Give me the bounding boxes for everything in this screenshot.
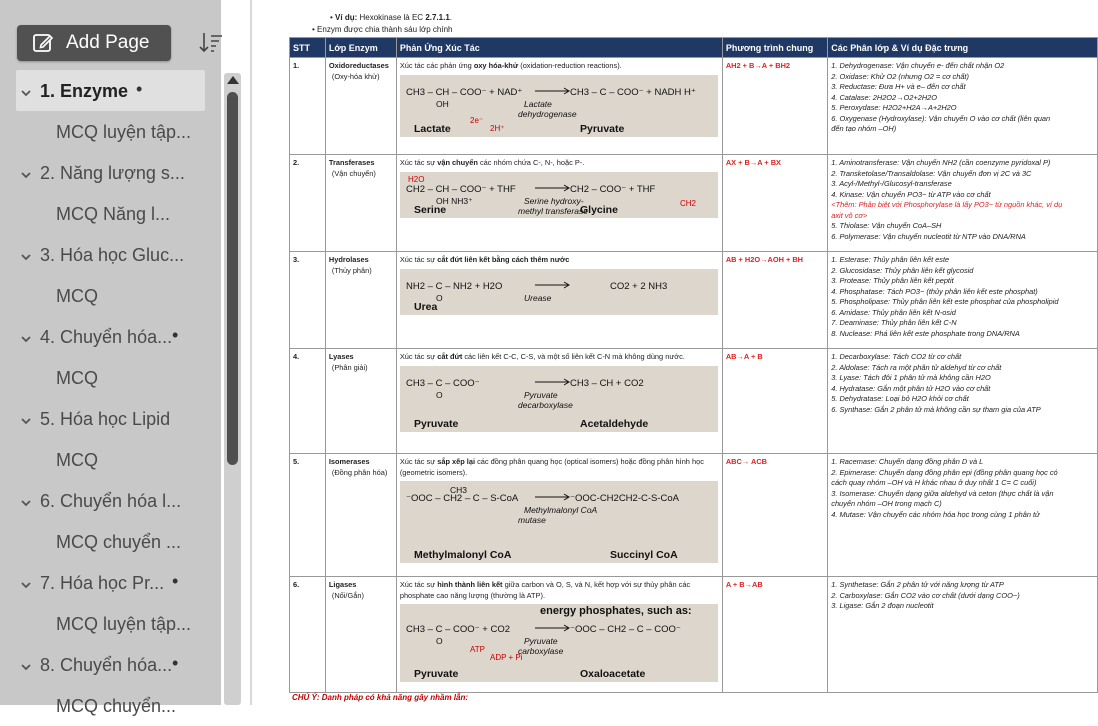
diagram-left-eq: ⁻OOC – CH2 – C – S-CoA [405,493,519,504]
sidebar-section[interactable] [0,398,221,439]
table-header-row [290,38,1098,58]
cell-equation: AB + H2O→AOH + BH [722,252,827,349]
sort-icon [197,29,225,57]
subclass-item: 2. Aldolase: Tách ra một phân tử aldehyd từ cơ chất [831,362,1002,372]
desc-bold: cắt đứt [437,352,463,361]
subclass-item: 3. Isomerase: Chuyển dạng giữa aldehyd và ceton (thực chất là vận [831,488,1054,498]
subclass-item: cách quay nhóm –OH và H khác nhau ở duy nhất 1 C= C cuối) [831,478,1037,487]
cell-reaction [396,577,722,693]
cell-reaction [396,58,722,155]
diagram-note-b: 2H⁺ [489,123,505,133]
class-vn: (Thủy phân) [331,265,372,275]
sort-button[interactable] [197,29,225,57]
sidebar-item-label: MCQ Năng l... [56,204,171,224]
scrollbar-thumb[interactable] [227,92,238,465]
cell-subclasses [828,155,1098,252]
sidebar-item-label: 5. Hóa học Lipid [40,409,171,429]
unsaved-dot: • [136,79,143,99]
cell-subclasses [828,454,1098,577]
cell-stt: 5. [290,454,326,577]
subclass-item: 6. Amidase: Thủy phân liên kết N-osid [831,307,956,317]
enzyme-name-line1: Urease [523,292,552,303]
sidebar-section[interactable] [16,70,205,111]
cell-equation: A + B→AB [722,577,827,693]
sidebar-item-label: 1. Enzyme [40,81,129,101]
example-text: Hexokinase là EC [359,13,424,22]
sidebar-item-label: 4. Chuyển hóa... [40,327,173,347]
subclass-item: 2. Glucosidase: Thủy phân liên kết glycosid [831,265,974,275]
reaction-diagram-svg [400,75,718,137]
class-name: Transferases [328,158,375,167]
col-header-class: Lớp Enzym [325,38,396,58]
desc-pre: Xúc tác sự [399,457,438,466]
subclass-item: 1. Aminotransferase: Vận chuyển NH2 (cần coenzyme pyridoxal P) [831,158,1051,167]
desc-pre: Xúc tác sự [399,158,438,167]
document-page [250,0,1098,705]
cell-reaction [396,155,722,252]
sidebar-section[interactable] [0,152,221,193]
sidebar-subpage[interactable] [0,603,221,644]
subclass-item: 5. Peroxydase: H2O2+H2A→A+2H2O [831,103,957,112]
diagram-note-b: ADP + Pi [489,653,523,662]
chevron-down-icon[interactable] [20,493,32,514]
subclass-item: 1. Decarboxylase: Tách CO2 từ cơ chất [831,352,962,361]
cell-subclasses [828,58,1098,155]
cell-reaction [396,454,722,577]
cell-class [325,252,396,349]
table-row [290,58,1098,155]
cell-class [325,155,396,252]
diagram-left-eq: CH2 – CH – COO⁻ + THF [405,183,516,195]
sidebar-item-label: MCQ chuyển ... [56,532,182,552]
diagram-note-b: CH2 [679,198,696,208]
subclass-item: 3. Protease: Thủy phân liên kết peptit [831,276,954,285]
enzyme-name-line2: methyl transferase [517,205,588,216]
enzyme-name-line2: decarboxylase [517,399,573,410]
subclass-item: 6. Synthase: Gắn 2 phân tử mà không cần sự tham gia của ATP [831,404,1041,414]
sidebar-subpage[interactable] [0,357,221,398]
subclass-item: axit vô cơ> [831,210,868,220]
table-row [290,252,1098,349]
subclass-item: 3. Lyase: Tách đôi 1 phân tử mà không cần H2O [831,373,991,382]
subclass-item: 4. Mutase: Vận chuyển các nhóm hóa học trong cùng 1 phân tử [831,509,1040,519]
diagram-substituent: OH [435,98,449,109]
diagram-right-label: Glycine [579,203,618,216]
class-name: Ligases [328,580,357,589]
diagram-note-a: ATP [469,645,485,654]
cell-stt: 3. [290,252,326,349]
reaction-description [400,158,719,169]
class-name: Hydrolases [328,255,369,264]
subclass-item: 2. Oxidase: Khử O2 (nhưng O2 = cơ chất) [831,71,969,81]
cell-stt: 1. [290,58,326,155]
table-row [290,155,1098,252]
subclass-item: 5. Thiolase: Vận chuyển CoA–SH [831,221,942,230]
subclass-item: 3. Acyl-/Methyl-/Glucosyl-transferase [831,179,952,188]
diagram-right-eq: ⁻OOC – CH2 – C – COO⁻ [569,624,681,635]
subclass-item: 1. Racemase: Chuyển dạng đồng phân D và L [831,457,984,466]
diagram-substituent: OH NH3⁺ [435,195,473,206]
diagram-left-label: Methylmalonyl CoA [413,549,512,561]
cell-equation: AH2 + B→A + BH2 [722,58,827,155]
subclass-item: 2. Carboxylase: Gắn CO2 vào cơ chất (dưới dạng COO−) [831,590,1020,600]
sidebar-subpage[interactable] [0,111,221,152]
reaction-diagram-svg [400,172,718,218]
reaction-description [400,352,719,363]
cell-subclasses [828,252,1098,349]
sidebar-subpage[interactable] [0,521,221,562]
sidebar-subpage[interactable] [0,275,221,316]
diagram-substituent: O [435,636,443,646]
desc-bold: cắt đứt liên kết bằng cách thêm nước [437,255,570,264]
col-header-stt: STT [290,38,326,58]
diagram-left-eq: CH3 – C – COO⁻ + CO2 [405,624,510,635]
subclass-item: chuyển nhóm –OH trong mạch C) [831,499,942,508]
col-header-subclass: Các Phân lớp & Ví dụ Đặc trưng [828,38,1098,58]
diagram-right-label: Acetaldehyde [579,417,649,430]
chevron-down-icon[interactable] [20,165,32,186]
diagram-left-label: Lactate [413,122,451,135]
reaction-diagram-svg [400,366,718,432]
scroll-up-arrow-icon[interactable] [227,76,239,84]
subclass-item: 4. Catalase: 2H2O2→O2+2H2O [831,92,938,102]
subclass-list [831,457,1094,520]
reaction-diagram [400,366,718,432]
subclass-item: 6. Polymerase: Vận chuyển nucleotit từ NTP vào DNA/RNA [831,231,1026,241]
diagram-note-a: H2O [407,174,425,184]
reaction-diagram [400,75,718,137]
sidebar-section[interactable] [0,316,221,357]
add-page-label: Add Page [66,32,150,53]
intro-notes [292,12,453,36]
diagram-right-eq: CO2 + 2 NH3 [609,280,668,292]
diagram-left-label: Urea [413,300,438,313]
subclass-item: đến tạo nhóm –OH) [831,124,897,133]
cell-reaction [396,349,722,454]
subclass-list [831,61,1094,135]
subclass-item: 4. Hydratase: Gắn một phân tử H2O vào cơ chất [831,383,991,393]
subclass-list [831,580,1094,612]
reaction-diagram [400,269,718,315]
enzyme-name-line1: Lactate [523,98,552,109]
subclass-item: 3. Ligase: Gắn 2 đoạn nucleotit [831,601,934,610]
sidebar-item-label: 3. Hóa học Gluc... [40,245,185,265]
desc-bold: vận chuyển [437,158,478,167]
sidebar-item-label: 6. Chuyển hóa l... [40,491,182,511]
subclass-item: 2. Epimerase: Chuyển dạng đồng phân epi (đồng phân quang học có [831,467,1058,477]
diagram-left-eq: CH3 – C – COO⁻ [405,377,480,389]
sidebar-item-label: 7. Hóa học Pr... [40,573,165,593]
col-header-equation: Phương trình chung [722,38,827,58]
subclass-list [831,158,1094,242]
class-vn: (Oxy-hóa khử) [331,71,380,81]
diagram-right-eq: CH3 – C – COO⁻ + NADH H⁺ [569,86,696,98]
desc-post: giữa carbon và O, S, và N, kết hợp với sự thủy phân các phosphate cao năng lượng (thường là ATP). [399,580,691,600]
desc-pre: Xúc tác các phản ứng [399,61,474,70]
sidebar-item-label: MCQ luyện tập... [56,614,192,634]
subclass-item: 4. Phosphatase: Tách PO3− (thủy phân liên kết este phosphat) [831,286,1038,296]
edit-icon [32,32,54,54]
subclass-item: 1. Esterase: Thủy phân liên kết este [831,255,950,264]
example-ec: 2.7.1.1 [425,13,450,22]
subclass-item: 8. Nuclease: Phá liên kết este phosphate trong DNA/RNA [831,328,1020,338]
desc-bold: sắp xếp lại [437,457,476,466]
subclass-item: 2. Transketolase/Transaldolase: Vận chuyển đơn vị 2C và 3C [831,168,1032,178]
sidebar-section[interactable] [0,234,221,275]
sidebar-section[interactable] [0,562,221,603]
desc-post: (oxidation-reduction reactions). [518,61,622,70]
unsaved-dot: • [172,571,179,591]
cell-equation: ABC→ ACB [722,454,827,577]
sidebar-item-label: MCQ [56,450,98,470]
desc-bold: hình thành liên kết [437,580,503,589]
reaction-diagram [400,481,718,563]
sidebar-item-label: 8. Chuyển hóa... [40,655,173,675]
cell-class [325,349,396,454]
diagram-substituent: O [435,389,443,400]
enzyme-class-table [289,37,1098,693]
sidebar [0,0,248,716]
class-vn: (Đồng phân hóa) [331,467,388,477]
subclass-item: 6. Oxygenase (Hydroxylase): Vận chuyển O vào cơ chất (liên quan [831,113,1051,123]
enzyme-name-line2: dehydrogenase [517,108,577,119]
col-header-reaction: Phản Ứng Xúc Tác [396,38,722,58]
class-vn: (Nối/Gắn) [331,590,364,600]
classes-note: • Enzym được chia thành sáu lớp chính [312,25,453,34]
sidebar-item-label: MCQ chuyển... [56,696,177,716]
subclass-item: 7. Deaminase: Thủy phân liên kết C-N [831,318,957,327]
reaction-diagram-svg [400,481,718,563]
add-page-button[interactable] [17,25,171,61]
sidebar-item-label: MCQ [56,368,98,388]
diagram-right-eq: CH3 – CH + CO2 [569,377,644,389]
subclass-item: <Thêm: Phân biệt với Phosphorylase là lấy PO3− từ nguồn khác, ví dụ [831,200,1063,209]
example-prefix: Ví dụ: [335,13,358,22]
subclass-item: 1. Dehydrogenase: Vận chuyển e- đến chất nhận O2 [831,61,1005,70]
classes-text: Enzym được chia thành sáu lớp chính [317,25,453,34]
chevron-down-icon[interactable] [20,575,32,596]
chevron-down-icon[interactable] [20,247,32,268]
sidebar-subpage[interactable] [0,193,221,234]
diagram-left-label: Pyruvate [413,668,459,680]
table-body [290,58,1098,693]
class-name: Oxidoreductases [328,61,389,70]
desc-pre: Xúc tác sự [399,352,438,361]
cell-stt: 4. [290,349,326,454]
cell-equation: AX + B→A + BX [722,155,827,252]
sidebar-section[interactable] [0,480,221,521]
cell-stt: 2. [290,155,326,252]
diagram-right-label: Oxaloacetate [579,668,646,680]
reaction-description [400,580,719,601]
diagram-left-eq: CH3 – CH – COO⁻ + NAD⁺ [405,86,523,98]
desc-bold: oxy hóa-khử [473,61,519,70]
diagram-right-eq: CH2 – COO⁻ + THF [569,183,656,195]
reaction-diagram [400,172,718,218]
class-vn: (Phân giải) [331,362,368,372]
diagram-right-eq: ⁻OOC-CH2CH2-C-S-CoA [569,493,679,504]
reaction-diagram-svg [400,269,718,315]
diagram-right-label: Pyruvate [579,122,625,135]
diagram-left-label: Pyruvate [413,417,459,430]
chevron-down-icon[interactable] [20,657,32,678]
reaction-description [400,61,719,72]
reaction-diagram-svg [400,604,718,682]
cell-subclasses [828,349,1098,454]
desc-pre: Xúc tác sự [399,580,438,589]
cell-stt: 6. [290,577,326,693]
desc-pre: Xúc tác sự [399,255,438,264]
cell-class [325,454,396,577]
sidebar-item-label: MCQ luyện tập... [56,122,192,142]
subclass-item: 5. Dehydratase: Loại bỏ H2O khỏi cơ chất [831,394,969,403]
enzyme-name-line1: Serine hydroxy- [523,195,584,206]
sidebar-item-label: 2. Năng lượng s... [40,163,185,183]
subclass-list [831,352,1094,415]
subclass-item: 3. Reductase: Đưa H+ và e– đến cơ chất [831,82,966,91]
diagram-left-label: Serine [413,203,446,216]
cell-class [325,58,396,155]
diagram-substituent: CH3 [449,485,467,495]
enzyme-name-line2: carboxylase [517,646,564,656]
cell-subclasses [828,577,1098,693]
enzyme-name-line1: Methylmalonyl CoA [523,505,598,515]
diagram-right-label: Succinyl CoA [609,549,678,561]
reaction-diagram [400,604,718,682]
table-row [290,577,1098,693]
footer-note: CHÚ Ý: Danh pháp có khả năng gây nhầm lẫn: [292,693,469,702]
diagram-substituent: O [435,292,443,303]
cell-reaction [396,252,722,349]
class-name: Lyases [328,352,354,361]
subclass-item: 5. Phospholipase: Thủy phân liên kết este phosphat của phospholipid [831,297,1059,306]
sidebar-item-label: MCQ [56,286,98,306]
sidebar-section[interactable] [0,644,221,685]
chevron-down-icon[interactable] [20,411,32,432]
class-vn: (Vận chuyển) [331,168,376,178]
diagram-note-a: 2e⁻ [469,115,483,125]
reaction-description [400,255,719,266]
unsaved-dot: • [172,653,179,673]
page-list [0,70,221,726]
desc-post: các đồng phân quang học (optical isomers) hoặc đồng phân hình học (geometric isomers). [399,457,704,477]
desc-post: các liên kết C-C, C-S, và một số liên kết C-N mà không dùng nước. [462,352,685,361]
subclass-item: 4. Kinase: Vận chuyển PO3− từ ATP vào cơ chất [831,189,991,199]
unsaved-dot: • [172,325,179,345]
diagram-banner: energy phosphates, such as: [539,605,692,617]
enzyme-name-line1: Pyruvate [523,389,558,400]
chevron-down-icon[interactable] [20,83,32,104]
sidebar-subpage[interactable] [0,439,221,480]
table-row [290,349,1098,454]
enzyme-name-line1: Pyruvate [523,636,558,646]
subclass-item: 1. Synthetase: Gắn 2 phân tử với năng lượng từ ATP [831,580,1004,589]
reaction-description [400,457,719,478]
subclass-list [831,255,1094,339]
cell-equation: AB→A + B [722,349,827,454]
diagram-left-eq: NH2 – C – NH2 + H2O [405,280,503,292]
sidebar-subpage[interactable] [0,685,221,726]
class-name: Isomerases [328,457,370,466]
example-note: • Ví dụ: Hexokinase là EC 2.7.1.1. [330,13,453,22]
cell-class [325,577,396,693]
chevron-down-icon[interactable] [20,329,32,350]
enzyme-name-line2: mutase [517,515,546,525]
desc-post: các nhóm chứa C-, N-, hoặc P-. [477,158,585,167]
table-row [290,454,1098,577]
